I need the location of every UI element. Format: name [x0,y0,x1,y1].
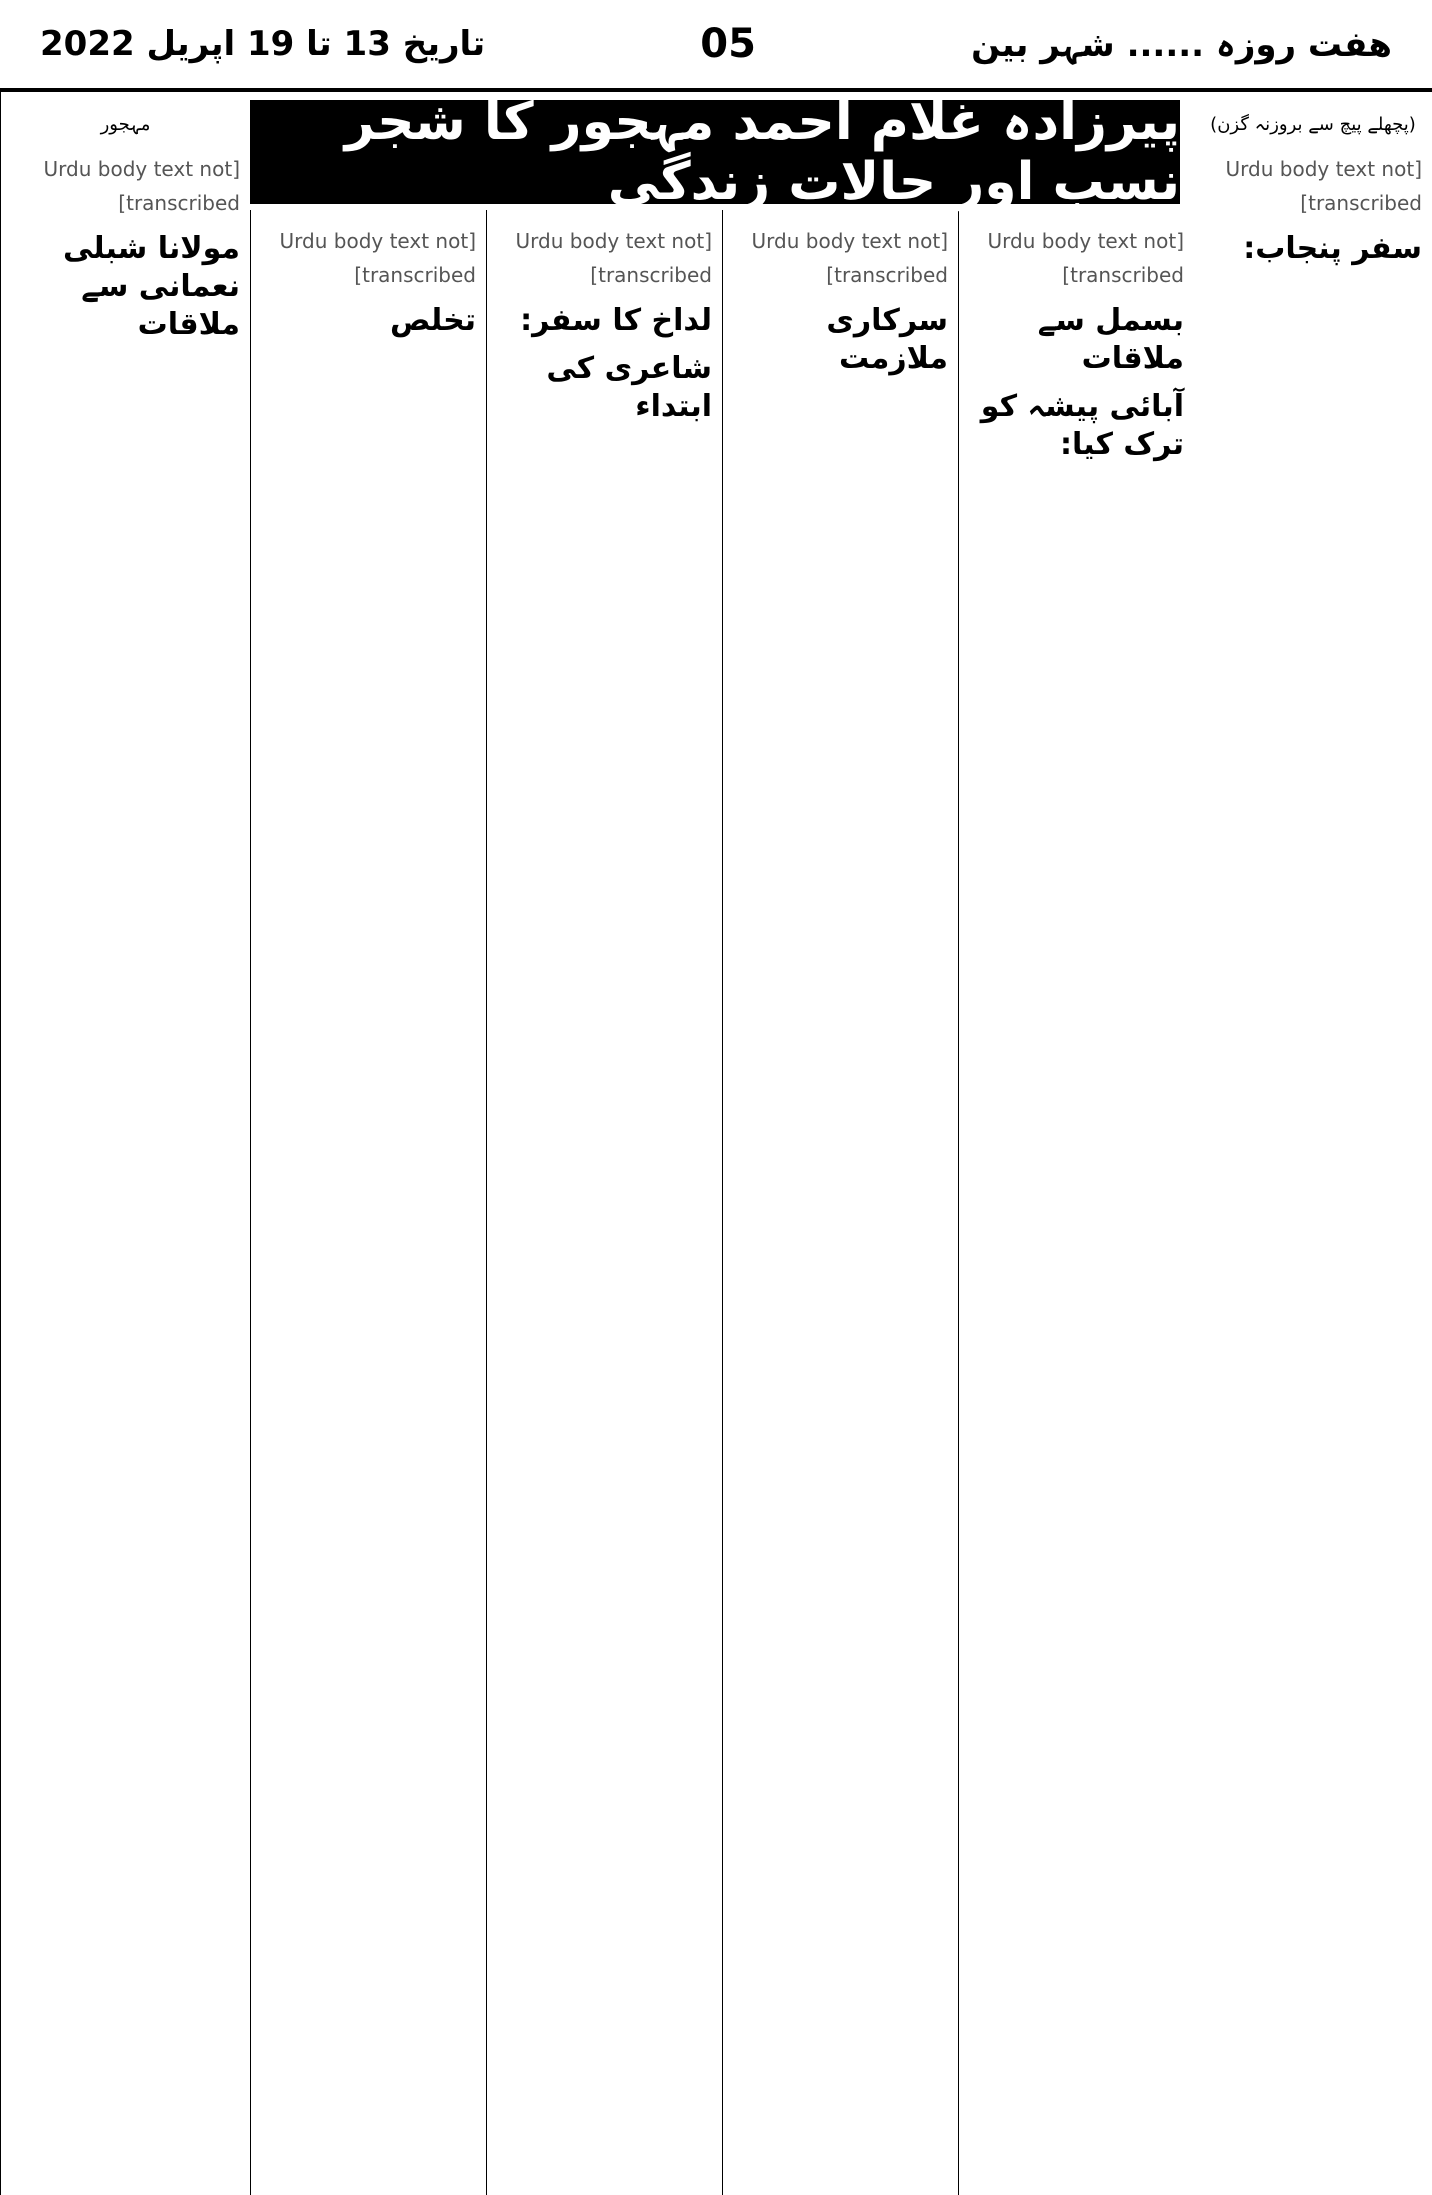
column-subhead: مولانا شبلی نعمانی سے ملاقات [62,231,240,342]
column-body: [Urdu body text not transcribed] [751,229,948,287]
issue-date: تاریخ 13 تا 19 اپریل 2022 [40,24,486,64]
article-column [1194,92,1432,2195]
column-subhead: لداخ کا سفر: [520,303,712,338]
continuation-tag: (پچھلے پیچ سے بروزنہ گزن) [1210,114,1416,135]
article-column [958,210,1194,2195]
column-subhead: سرکاری ملازمت [826,303,948,376]
continuation-tag: مہجور [100,114,151,135]
column-subhead: تخلص [389,303,476,338]
column-subhead: بسمل سے ملاقات [1037,303,1184,376]
column-subhead: آبائی پیشہ کو ترک کیا: [980,389,1184,462]
page-number: 05 [700,21,756,67]
masthead [0,0,1432,92]
article-column [250,210,486,2195]
article-column [486,210,722,2195]
column-body: [Urdu body text not transcribed] [515,229,712,287]
column-body: [Urdu body text not transcribed] [987,229,1184,287]
column-subhead: سفر پنجاب: [1243,231,1422,266]
column-body: [Urdu body text not transcribed] [279,229,476,287]
column-body: [Urdu body text not transcribed] [43,157,240,215]
publication-name: هفت روزہ ...... شہر بین [971,24,1392,65]
article-headline: پیرزادہ غلام احمد مہجور کا شجر نسب اور حالات زندگی [250,100,1180,204]
article-column [722,210,958,2195]
column-subhead: شاعری کی ابتداء [546,351,712,424]
column-body: [Urdu body text not transcribed] [1225,157,1422,215]
article-column [0,92,250,2195]
